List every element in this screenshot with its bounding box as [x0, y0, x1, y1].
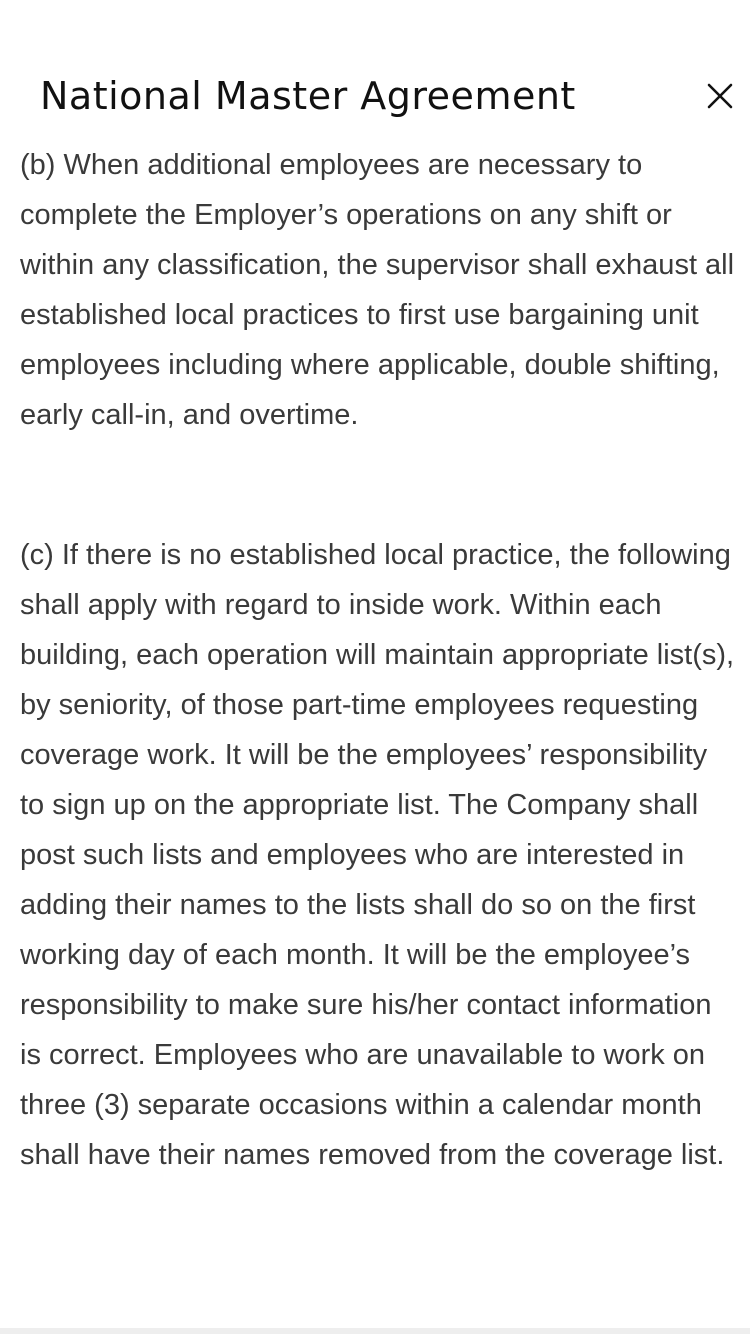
paragraph-c: (c) If there is no established local practice, the following shall apply with regard to inside work. Within each building, each operation will maintain appropriate list(s), by seniority, of those part-time employees requesting coverage work. It will be the employees’ responsibility to sign up on the appropriate list. The Company shall post such lists and employees who are interested in adding their names to the lists shall do so on the first working day of each month. It will be the employee’s responsibility to make sure his/her contact information is correct. Employees who are unavailable to work on three (3) separate occasions within a calendar month shall have their names removed from the coverage list.: [20, 539, 735, 1171]
header: [0, 0, 750, 140]
close-button[interactable]: [698, 74, 742, 118]
page-title: National Master Agreement: [40, 74, 576, 118]
agreement-text: [20, 140, 735, 1180]
bottom-divider: [0, 1328, 750, 1334]
close-icon: [698, 74, 742, 118]
paragraph-b: (b) When additional employees are necessary to complete the Employer’s operations on any shift or within any classification, the supervisor shall exhaust all established local practices to first use bargaining unit employees including where applicable, double shifting, early call-in, and overtime.: [20, 149, 735, 431]
